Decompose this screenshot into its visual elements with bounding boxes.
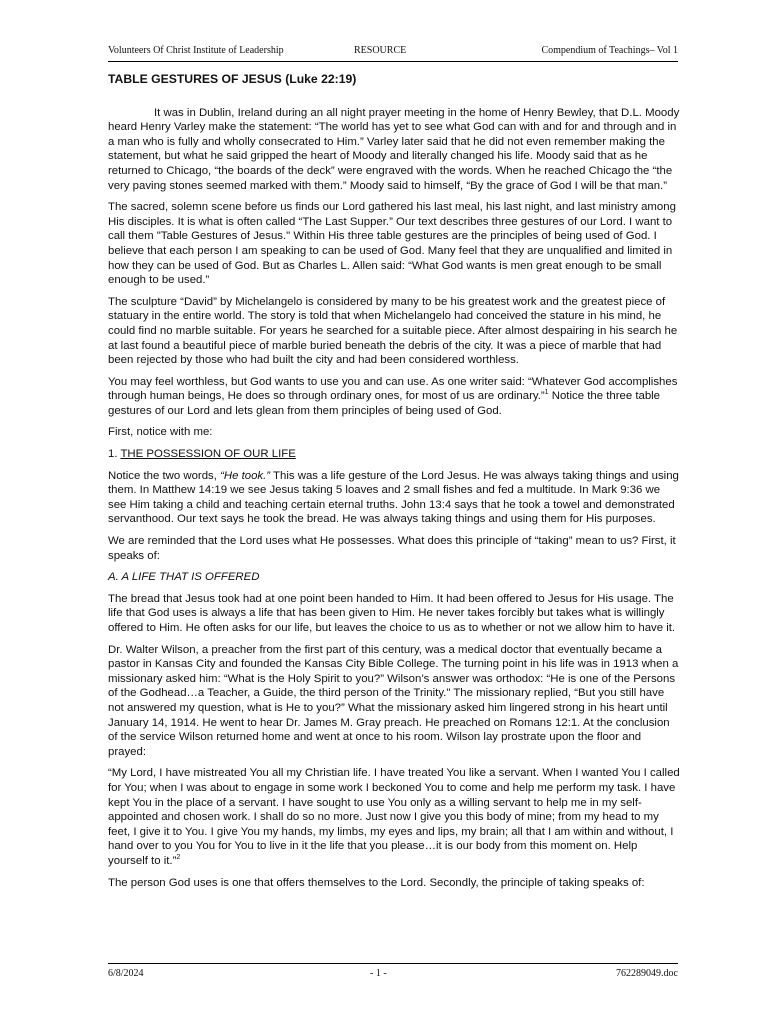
header-center-text: RESOURCE <box>354 45 407 56</box>
paragraph-moody: It was in Dublin, Ireland during an all night prayer meeting in the home of Henry Bewley, that D.L. Moody heard Henry Varley make the statement: “The world has yet to see what God can with and for and through and in a man who is fully and wholly consecrated to Him.” Varley later said that he did not even remember making the statement, but what he said gripped the heart of Moody and literally changed his life. Moody said that as he returned to Chicago, “the boards of the deck” were engraved with the words. When he reached Chicago the “the very paving stones seemed marked with them.” Moody said to himself, “By the grace of God I will be that man.” <box>108 106 680 192</box>
footnote-ref-1: 1 <box>544 389 549 397</box>
document-body <box>108 72 680 897</box>
section-title: THE POSSESSION OF OUR LIFE <box>120 448 296 461</box>
footnote-ref-2: 2 <box>176 854 181 862</box>
paragraph-last-supper: The sacred, solemn scene before us finds our Lord gathered his last meal, his last night, and last ministry among His disciples. It is what is often called “The Last Supper.” Our text describes three gestures of our Lord. I want to call them "Table Gestures of Jesus." Within His three table gestures are the principles of being used of God. I believe that each person I am speaking to can be used of God. Many feel that they are unqualified and limited in how they can be used of God. But as Charles L. Allen said: “What God wants is men great enough to be small enough to be used.” <box>108 201 676 287</box>
header-left-text: Volunteers Of Christ Institute of Leadership <box>108 45 284 56</box>
paragraph-taking-meaning: We are reminded that the Lord uses what He possesses. What does this principle of “taking” mean to us? First, it speaks of: <box>108 535 676 562</box>
paragraph-ordinary-tail: Notice the three table gestures of our Lord and lets glean from them principles of being used of God. <box>108 390 661 417</box>
paragraph-walter-wilson: Dr. Walter Wilson, a preacher from the first part of this century, was a medical doctor that eventually became a pastor in Kansas City and founded the Kansas City Bible College. The turning point in his life was in 1913 when a missionary asked him: “What is the Holy Spirit to you?” Wilson’s answer was orthodox: “He is one of the Persons of the Godhead…a Teacher, a Guide, the third person of the Trinity." The missionary replied, “But you still have not answered my question, what is He to you?” What the missionary asked him lingered strong in his heart until January 14, 1914. He went to hear Dr. James M. Gray preach. He preached on Romans 12:1. At the conclusion of the service Wilson returned home and went at once to his room. Wilson lay prostrate upon the floor and prayed: <box>108 643 679 758</box>
paragraph-he-took-emphasis: “He took.” <box>220 469 271 482</box>
paragraph-first-notice: First, notice with me: <box>108 426 213 439</box>
page-header <box>108 45 678 62</box>
paragraph-bread-offered: The bread that Jesus took had at one point been handed to Him. It had been offered to Jesus for His usage. The life that God uses is always a life that has been given to Him. He never takes forcibly but takes what is willingly offered to Him. He often asks for our life, but leaves the choice to us as to whether or not we allow him to have it. <box>108 592 676 634</box>
paragraph-he-took <box>108 469 680 527</box>
section-heading-1 <box>108 447 680 462</box>
subheading-a: A. A LIFE THAT IS OFFERED <box>108 571 260 584</box>
paragraph-ordinary <box>108 375 680 419</box>
paragraph-he-took-start: Notice the two words, <box>108 469 221 482</box>
section-number: 1. <box>108 448 121 461</box>
header-right-text: Compendium of Teachings– Vol 1 <box>541 45 678 56</box>
paragraph-ordinary-text: You may feel worthless, but God wants to use you and can use. As one writer said: “Whatever God accomplishes through human beings, He does so through ordinary ones, for most of us are ordinary.” <box>108 375 678 403</box>
paragraph-he-took-rest: This was a life gesture of the Lord Jesus. He was always taking things and using them. In Matthew 14:19 we see Jesus taking 5 loaves and 2 small fishes and fed a multitude. In Mark 9:36 we see Him taking a child and teaching certain eternal truths. John 13:4 says that he took a towel and demonstrated servanthood. Our text says he took the bread. He was always taking things and using them for His purposes. <box>108 469 679 526</box>
paragraph-david-sculpture: The sculpture “David” by Michelangelo is considered by many to be his greatest work and the greatest piece of statuary in the entire world. The story is told that when Michelangelo had conceived the stature in his mind, he could find no marble suitable. For years he searched for a suitable piece. After almost despairing in his search he at last found a beautiful piece of marble buried beneath the debris of the city. It was a piece of marble that had been rejected by those who had built the city and had been considered worthless. <box>108 295 678 367</box>
paragraph-person-god-uses: The person God uses is one that offers themselves to the Lord. Secondly, the principle of taking speaks of: <box>108 876 645 889</box>
footer-filename: 762289049.doc <box>616 968 678 979</box>
footer-page-number: - 1 - <box>370 968 387 979</box>
prayer-quote-text: “My Lord, I have mistreated You all my Christian life. I have treated You like a servant. When I wanted You I called for You; when I was about to engage in some work I beckoned You to come and help me perform my task. I have kept You in the place of a servant. I have sought to use You only as a willing servant to help me in my self-appointed and chosen work. I shall do so no more. Just now I give you this body of mine; from my head to my feet, I give it to You. I give You my hands, my limbs, my eyes and lips, my brain; all that I am within and without, I hand over to you You for You to live in it the life that you please…it is our body from this moment on. Help yourself to it.” <box>108 767 680 867</box>
footer-date: 6/8/2024 <box>108 968 144 979</box>
prayer-quote <box>108 766 680 868</box>
document-title: TABLE GESTURES OF JESUS (Luke 22:19) <box>108 72 357 86</box>
page-footer <box>108 963 678 978</box>
